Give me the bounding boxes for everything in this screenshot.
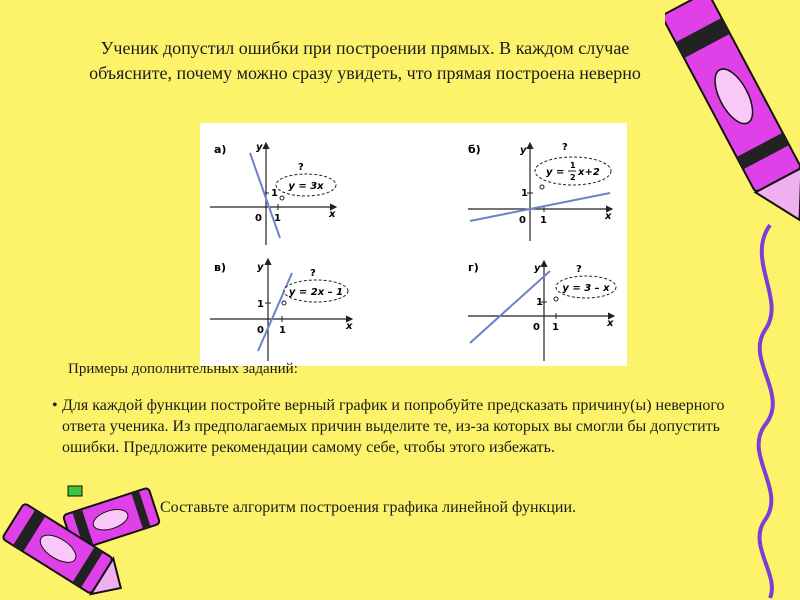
panel-c-origin: 0 xyxy=(257,325,264,336)
panel-b-label: б) xyxy=(468,143,481,156)
panel-a-x-label: x xyxy=(329,209,336,220)
crayon-decoration-right xyxy=(665,0,800,600)
green-eraser xyxy=(68,486,82,496)
panel-c-label: в) xyxy=(214,261,226,274)
panel-a-origin: 0 xyxy=(255,213,262,224)
slide-title: Ученик допустил ошибки при построении прямых. В каждом случае объясните, почему можно сразу увидеть, что прямая построена неверно xyxy=(89,38,641,83)
panel-b-frac-den: 2 xyxy=(570,173,576,182)
panel-b-formula-prefix: y = xyxy=(546,167,565,178)
panel-d-x-label: x xyxy=(607,318,614,329)
bullet: • xyxy=(52,397,58,414)
graphs-figure xyxy=(200,123,627,366)
panel-a-one-y: 1 xyxy=(271,188,278,199)
panel-d-one-x: 1 xyxy=(552,322,559,333)
panel-d-formula: y = 3 – x xyxy=(562,283,610,294)
panel-d-one-y: 1 xyxy=(536,297,543,308)
panel-d-y-label: y xyxy=(534,263,541,274)
panel-b-x-label: x xyxy=(605,211,612,222)
panel-c-x-label: x xyxy=(346,321,353,332)
panel-a-label: а) xyxy=(214,143,227,156)
graph-panel-a xyxy=(210,142,336,245)
panel-a-formula: y = 3x xyxy=(288,181,324,192)
subtitle: Примеры дополнительных заданий: xyxy=(68,361,298,377)
crayon-decoration-left xyxy=(0,478,170,600)
graph-panel-c xyxy=(210,259,353,361)
panel-b-frac-num: 1 xyxy=(570,161,576,170)
panel-b-one-x: 1 xyxy=(540,215,547,226)
panel-c-one-y: 1 xyxy=(257,299,264,310)
panel-d-question: ? xyxy=(576,264,582,275)
panel-c-one-x: 1 xyxy=(279,325,286,336)
graph-panel-d xyxy=(468,261,616,361)
panel-c-question: ? xyxy=(310,268,316,279)
graph-panel-b xyxy=(468,142,612,241)
panel-b-bubble-dot xyxy=(540,185,544,189)
panel-a-bubble-dot xyxy=(280,196,284,200)
panel-d-bubble-dot xyxy=(554,297,558,301)
panel-c-formula: y = 2x – 1 xyxy=(288,287,344,298)
panel-d-origin: 0 xyxy=(533,322,540,333)
task-item-1 xyxy=(52,395,732,458)
panel-c-bubble-dot xyxy=(282,301,286,305)
panel-b-one-y: 1 xyxy=(521,188,528,199)
panel-b-question: ? xyxy=(562,142,568,153)
task-1-text: Для каждой функции постройте верный график и попробуйте предсказать причину(ы) неверного ответа ученика. Из предполагаемых причин выделите те, из-за которых вы смогли бы допустить ошибки. Предложите рекомендации самому себе, чтобы этого избежать. xyxy=(62,397,725,456)
task-item-2: Составьте алгоритм построения графика линейной функции. xyxy=(160,499,577,516)
panel-c-line xyxy=(258,273,292,351)
panel-a-y-label: y xyxy=(256,142,263,153)
panel-b-origin: 0 xyxy=(519,215,526,226)
panel-c-y-label: y xyxy=(257,262,264,273)
panel-b-y-label: y xyxy=(520,145,527,156)
panel-d-label: г) xyxy=(468,261,479,274)
panel-a-one-x: 1 xyxy=(274,213,281,224)
panel-b-formula-suffix: x+2 xyxy=(578,167,600,178)
panel-a-question: ? xyxy=(298,162,304,173)
